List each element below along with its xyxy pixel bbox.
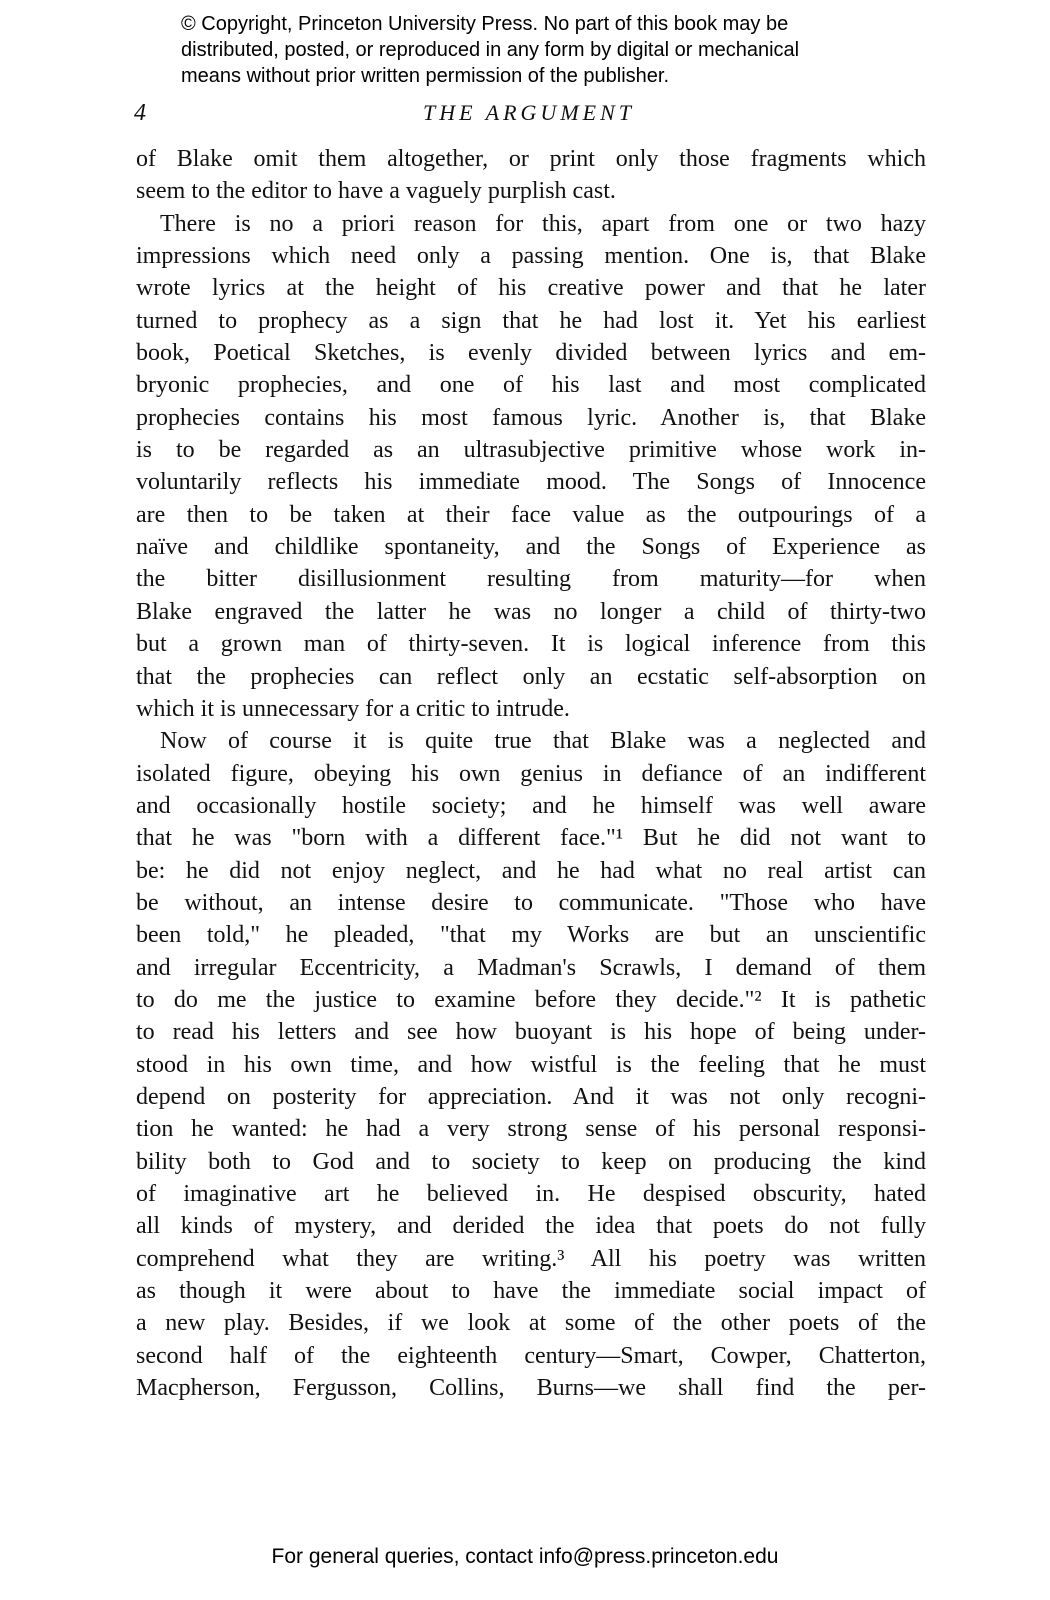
text-line: bility both to God and to society to keep on producing the kind [136, 1148, 926, 1175]
text-line: to read his letters and see how buoyant is his hope of being under- [136, 1019, 926, 1046]
text-line: stood in his own time, and how wistful is the feeling that he must [136, 1051, 926, 1078]
text-line: as though it were about to have the immediate social impact of [136, 1278, 926, 1305]
text-line: voluntarily reflects his immediate mood. The Songs of Innocence [136, 469, 926, 496]
page-number: 4 [134, 100, 146, 126]
copyright-line: distributed, posted, or reproduced in any form by digital or mechanical [181, 39, 800, 61]
text-line: tion he wanted: he had a very strong sense of his personal responsi- [136, 1116, 926, 1143]
text-line: and occasionally hostile society; and he himself was well aware [136, 792, 926, 819]
text-line: seem to the editor to have a vaguely purplish cast. [136, 178, 616, 205]
text-line: second half of the eighteenth century—Smart, Cowper, Chatterton, [136, 1342, 926, 1369]
copyright-notice [181, 11, 901, 89]
text-line: which it is unnecessary for a critic to intrude. [136, 695, 570, 722]
text-line: book, Poetical Sketches, is evenly divided between lyrics and em- [136, 340, 926, 367]
copyright-line: means without prior written permission of the publisher. [181, 65, 670, 87]
footer-contact: For general queries, contact info@press.princeton.edu [271, 1545, 779, 1568]
text-line: that the prophecies can reflect only an ecstatic self-absorption on [136, 663, 926, 690]
text-line: bryonic prophecies, and one of his last and most complicated [136, 372, 926, 399]
text-line: all kinds of mystery, and derided the idea that poets do not fully [136, 1213, 926, 1240]
text-line: Now of course it is quite true that Blake was a neglected and [160, 728, 926, 755]
text-line: turned to prophecy as a sign that he had lost it. Yet his earliest [136, 307, 926, 334]
text-line: and irregular Eccentricity, a Madman's Scrawls, I demand of them [136, 954, 926, 981]
text-line: depend on posterity for appreciation. And it was not only recogni- [136, 1083, 926, 1110]
text-line: comprehend what they are writing.³ All his poetry was written [136, 1245, 926, 1272]
text-line: of imaginative art he believed in. He despised obscurity, hated [136, 1181, 926, 1207]
text-line: to do me the justice to examine before they decide."² It is pathetic [136, 986, 926, 1013]
text-line: impressions which need only a passing mention. One is, that Blake [136, 243, 926, 270]
text-line: prophecies contains his most famous lyric. Another is, that Blake [136, 404, 926, 431]
text-line: There is no a priori reason for this, apart from one or two hazy [160, 210, 926, 237]
running-head: THE ARGUMENT [423, 100, 635, 125]
text-line: been told," he pleaded, "that my Works are but an unscientific [136, 922, 926, 949]
text-line: Blake engraved the latter he was no longer a child of thirty-two [136, 598, 926, 625]
text-line: but a grown man of thirty-seven. It is logical inference from this [136, 631, 926, 658]
text-line: wrote lyrics at the height of his creative power and that he later [136, 275, 926, 302]
text-line: of Blake omit them altogether, or print only those fragments which [136, 146, 926, 172]
text-line: be: he did not enjoy neglect, and he had what no real artist can [136, 857, 926, 884]
text-line: Macpherson, Fergusson, Collins, Burns—we shall find the per- [136, 1375, 926, 1402]
text-line: the bitter disillusionment resulting from maturity—for when [136, 566, 926, 593]
text-line: naïve and childlike spontaneity, and the Songs of Experience as [136, 534, 926, 561]
text-line: be without, an intense desire to communicate. "Those who have [136, 889, 926, 916]
text-line: that he was "born with a different face."¹ But he did not want to [136, 825, 926, 852]
text-line: is to be regarded as an ultrasubjective primitive whose work in- [136, 437, 926, 464]
text-line: isolated figure, obeying his own genius in defiance of an indifferent [136, 760, 926, 787]
copyright-line: © Copyright, Princeton University Press. No part of this book may be [181, 13, 789, 35]
body-text [136, 143, 926, 1404]
text-line: a new play. Besides, if we look at some of the other poets of the [136, 1310, 926, 1337]
text-line: are then to be taken at their face value as the outpourings of a [136, 501, 926, 528]
